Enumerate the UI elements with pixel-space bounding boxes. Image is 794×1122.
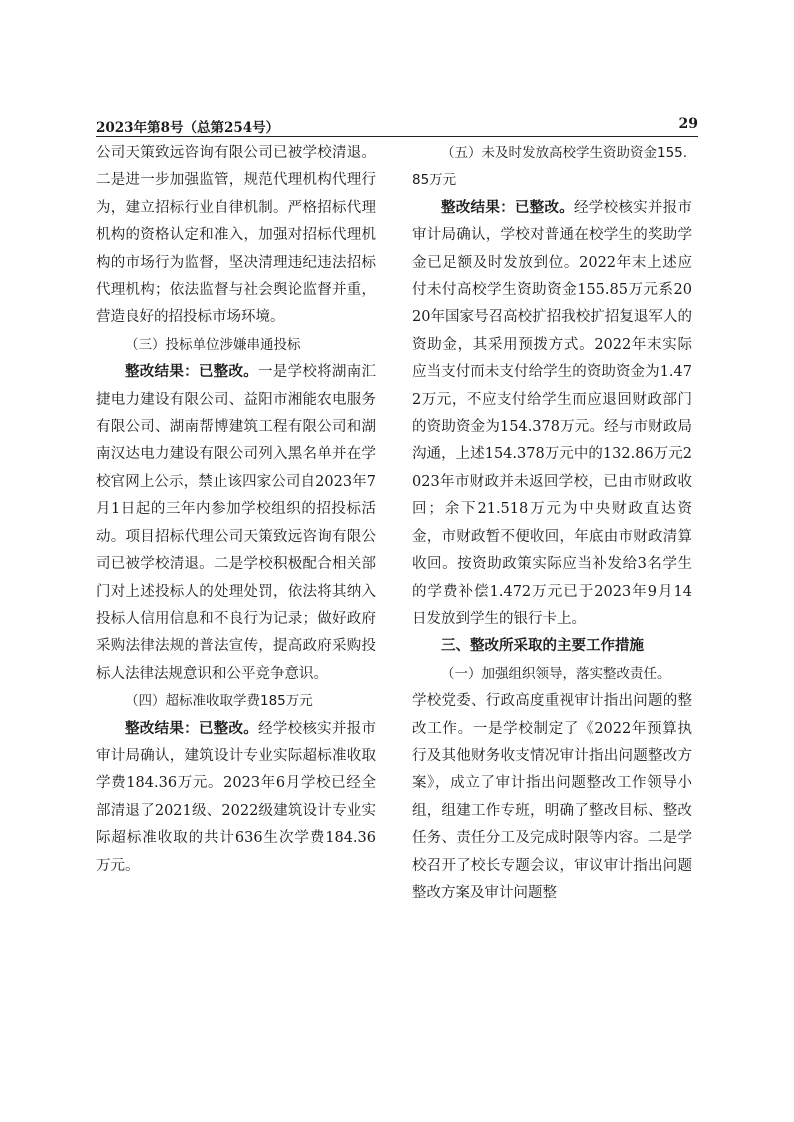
paragraph-rectification-4: [96, 716, 376, 880]
header-rule: [96, 136, 698, 137]
result-body: 经学校核实并报市审计局确认，学校对普通在校学生的奖助学金已足额及时发放到位。2022年末上述应付未付高校学生资助资金155.85万元系2020年国家号召高校扩招我校扩招复退军人的资助金，其采用预拨方式。2022年末实际应当支付而未支付给学生的资助资金为1.472万元，不应支付给学生而应退回财政部门的资助资金为154.378万元。经与市财政局沟通，上述154.378万元中的132.86万元2023年市财政并未返回学校，已由市财政收回；余下21.518万元为中央财政直达资金，市财政暂不便收回，年底由市财政清算收回。按资助政策实际应当补发给3名学生的学费补偿1.472万元已于2023年9月14日发放到学生的银行卡上。: [412, 199, 692, 627]
page-header: [96, 116, 698, 136]
paragraph-rectification-5: [412, 195, 692, 634]
subheading-5: （五）未及时发放高校学生资助资金155.85万元: [412, 145, 688, 189]
section-heading-3: 三、整改所采取的主要工作措施: [441, 638, 644, 655]
subheading-4: （四）超标准收取学费185万元: [125, 693, 313, 710]
paragraph-continuation: 公司天策致远咨询有限公司已被学校清退。二是进一步加强监管，规范代理机构代理行为，建立招标行业自律机制。严格招标代理机构的资格认定和准入，加强对招标代理机构的市场行为监督，坚决清理违纪违法招标代理机构；依法监督与社会舆论监督并重，营造良好的招投标市场环境。: [96, 145, 376, 326]
right-column: [412, 140, 692, 907]
left-column: [96, 140, 376, 880]
subheading-3: （三）投标单位涉嫌串通投标: [125, 336, 301, 353]
result-lead: 整改结果：已整改。: [441, 199, 575, 216]
paragraph-measures-1: 学校党委、行政高度重视审计指出问题的整改工作。一是学校制定了《2022年预算执行及其他财务收支情况审计指出问题整改方案》，成立了审计指出问题整改工作领导小组，组建工作专班，明确了整改目标、整改任务、责任分工及完成时限等内容。二是学校召开了校长专题会议，审议审计指出问题整改方案及审计问题整: [412, 693, 692, 901]
page-number: 29: [678, 116, 698, 132]
paragraph-rectification-3: [96, 359, 376, 688]
result-lead: 整改结果：已整改。: [125, 364, 259, 381]
issue-label: 2023年第8号（总第254号）: [96, 120, 280, 136]
subheading-measures-1: （一）加强组织领导，落实整改责任。: [441, 665, 671, 682]
result-lead: 整改结果：已整改。: [125, 720, 259, 737]
result-body: 一是学校将湖南汇捷电力建设有限公司、益阳市湘能农电服务有限公司、湖南帮博建筑工程有限公司和湖南汉达电力建设有限公司列入黑名单并在学校官网上公示，禁止该四家公司自2023年7月1日起的三年内参加学校组织的招投标活动。项目招标代理公司天策致远咨询有限公司已被学校清退。二是学校积极配合相关部门对上述投标人的处理处罚，依法将其纳入投标人信用信息和不良行为记录；做好政府采购法律法规的普法宣传，提高政府采购投标人法律法规意识和公平竞争意识。: [96, 364, 376, 682]
result-body: 经学校核实并报市审计局确认，建筑设计专业实际超标准收取学费184.36万元。2023年6月学校已经全部清退了2021级、2022级建筑设计专业实际超标准收取的共计636生次学费184.36万元。: [96, 720, 376, 874]
